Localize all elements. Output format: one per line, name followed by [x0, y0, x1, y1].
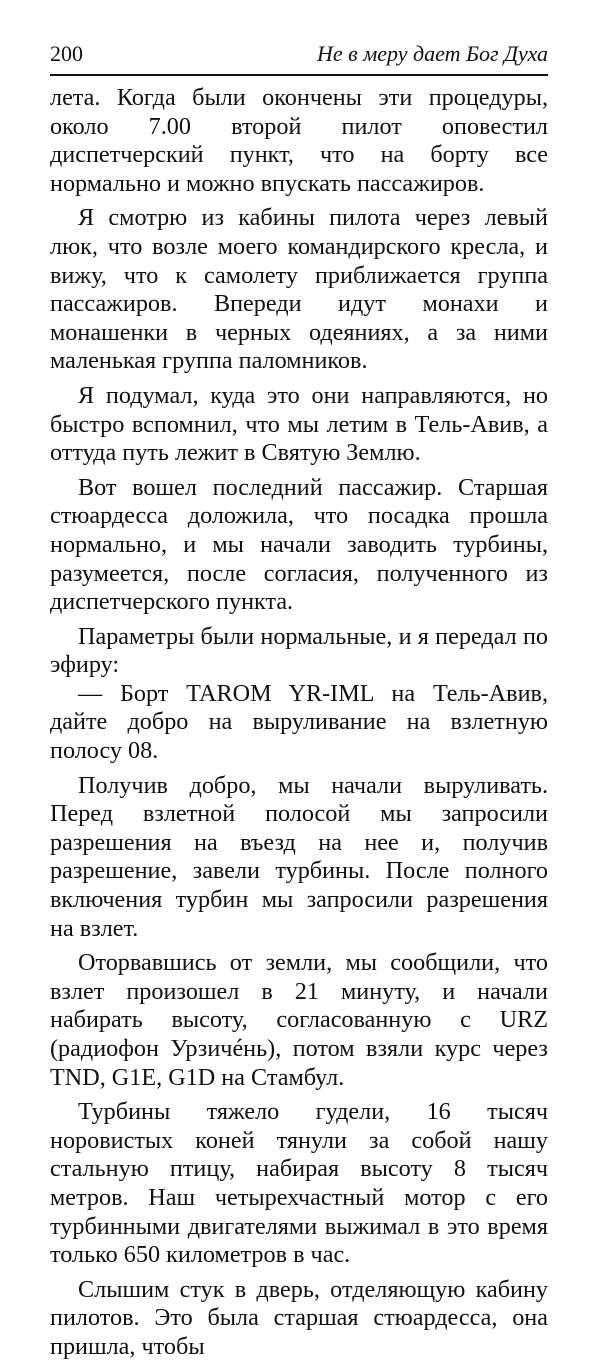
paragraph: лета. Когда были окончены эти процедуры, около 7.00 второй пилот оповестил диспетчерский пункт, что на борту все нормально и можно впускать пассажиров.: [50, 84, 548, 197]
page-number: 200: [50, 41, 83, 66]
page-header: [50, 0, 548, 68]
paragraph: Слышим стук в дверь, отделяющую кабину пилотов. Это была старшая стюардесса, она пришла, чтобы: [50, 1275, 548, 1360]
paragraph: Вот вошел последний пассажир. Старшая стюардесса доложила, что посадка прошла нормально, и мы начали заводить турбины, разумеется, после согласия, полученного из диспетчерского пункта.: [50, 473, 548, 616]
paragraph: Параметры были нормальные, и я передал по эфиру:: [50, 622, 548, 679]
paragraph: Получив добро, мы начали выруливать. Перед взлетной полосой мы запросили разрешения на въезд на нее и, получив разрешение, завели турбины. После полного включения турбин мы запросили разрешения на взлет.: [50, 771, 548, 942]
paragraph: Турбины тяжело гудели, 16 тысяч норовистых коней тянули за собой нашу стальную птицу, набирая высоту 8 тысяч метров. Наш четырехчастный мотор с его турбинными двигателями выжимал в это время только 650 километров в час.: [50, 1098, 548, 1269]
paragraph: Оторвавшись от земли, мы сообщили, что взлет произошел в 21 минуту, и начали набирать высоту, согласованную с URZ (радиофон Урзичéнь), потом взяли курс через TND, G1E, G1D на Стамбул.: [50, 949, 548, 1091]
header-rule: [50, 74, 548, 76]
dialogue-paragraph: — Борт TAROM YR-IML на Тель-Авив, дайте добро на выруливание на взлетную полосу 08.: [50, 679, 548, 765]
paragraph: Я подумал, куда это они направляются, но быстро вспомнил, что мы летим в Тель-Авив, а оттуда путь лежит в Святую Землю.: [50, 381, 548, 467]
page-body: [50, 84, 548, 1362]
paragraph: Я смотрю из кабины пилота через левый люк, что возле моего командирского кресла, и вижу, что к самолету приближается группа пассажиров. Впереди идут монахи и монашенки в черных одеяниях, а за ними маленькая группа паломников.: [50, 204, 548, 375]
running-title: Не в меру дает Бог Духа: [317, 41, 548, 66]
